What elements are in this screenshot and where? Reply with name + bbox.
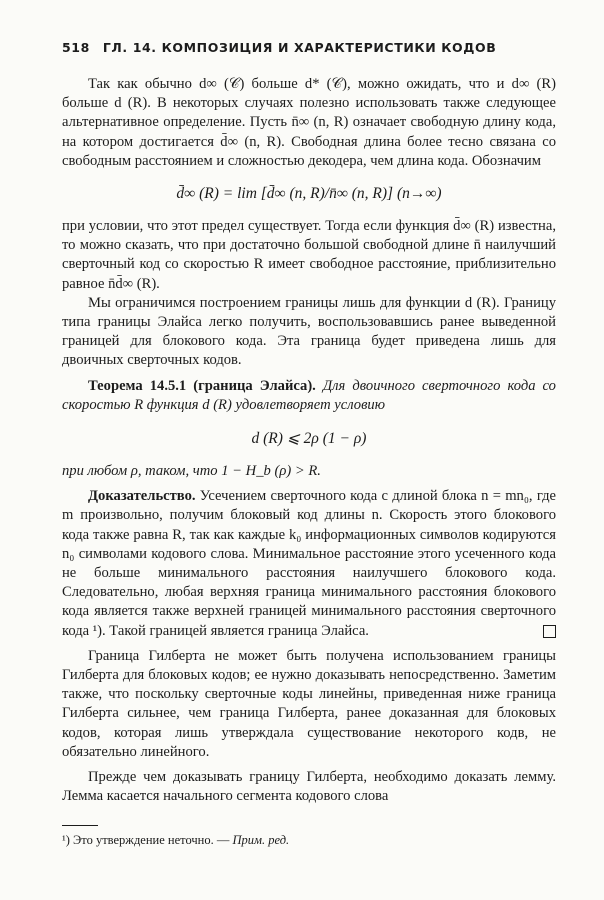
paragraph-condition: при условии, что этот предел существует. Тогда если функция d̄∞ (R) известна, то можно сказать, что при достаточно большой свободной длине n̄ наилучший сверточный код со скоростью R имеет свободное расстояние, приблизительно равное n̄d̄∞ (R). xyxy=(62,218,556,292)
theorem-title: Теорема 14.5.1 (граница Элайса). xyxy=(88,377,316,394)
running-head xyxy=(62,40,556,55)
paragraph-lemma: Прежде чем доказывать границу Гилберта, необходимо доказать лемму. Лемма касается начального сегмента кодового слова xyxy=(62,769,556,805)
paragraph-restriction: Мы ограничимся построением границы лишь для функции d (R). Границу типа границы Элайса легко получить, воспользовавшись ранее выведенной границей для блокового кода. Эта граница будет приведена лишь для двоичных сверточных кодов. xyxy=(62,294,556,369)
chapter-title: ГЛ. 14. КОМПОЗИЦИЯ И ХАРАКТЕРИСТИКИ КОДОВ xyxy=(102,40,497,55)
qed-icon xyxy=(543,625,556,638)
footnote-text: Это утверждение неточно. — xyxy=(73,832,230,847)
footnote-editor-note: Прим. ред. xyxy=(232,832,290,847)
proof-block xyxy=(62,487,556,641)
theorem-condition: при любом ρ, таком, что 1 − H_b (ρ) > R. xyxy=(62,463,321,480)
footnote-divider xyxy=(62,825,98,826)
formula-free-distance-limit: d̄∞ (R) = lim [d̄∞ (n, R)/n̄∞ (n, R)] (n→∞) xyxy=(176,185,442,203)
theorem-block xyxy=(62,377,556,415)
paragraph-gilbert: Граница Гилберта не может быть получена использованием границы Гилберта для блоковых кодов; ее нужно доказывать непосредственно. Заметим также, что поскольку сверточные коды линейны, приведенная ниже граница Гилберта сильнее, чем граница Гилберта, ранее доказанная для блоковых кодов, которая лишь утверждала существование некоторого кодв, не обязательно линейного. xyxy=(62,647,556,760)
theorem-statement: Для двоичного сверточного кода со скоростью R функция d (R) удовлетворяет условию xyxy=(62,377,556,413)
footnote-marker: ¹) xyxy=(62,832,70,847)
formula-elias-bound: d (R) ⩽ 2ρ (1 − ρ) xyxy=(251,430,367,448)
proof-title: Доказательство. xyxy=(88,488,196,505)
footnote xyxy=(62,832,556,848)
proof-text: Усечением сверточного кода с длиной блока n = mn₀, где m произвольно, получим блоковый код длины n. Скорость этого блокового кода также равна R, так как каждые k₀ информационных символов кодируются n₀ символами кодового слова. Минимальное расстояние этого усеченного кода не больше минимального расстояния наилучшего блокового кода. Следовательно, любая верхняя граница минимального расстояния блокового кода является также верхней границей минимального расстояния сверточного кода ¹). Такой границей является граница Элайса. xyxy=(62,488,556,639)
page-number: 518 xyxy=(62,40,90,55)
paragraph-free-length: Так как обычно d∞ (𝒞) больше d* (𝒞), можно ожидать, что и d∞ (R) больше d (R). В некоторых случаях полезно использовать также следующее альтернативное определение. Пусть n̄∞ (n, R) означает свободную длину кода, на котором достигается d̄∞ (n, R). Свободная длина более тесно связана со свободным расстоянием и сложностью декодера, чем длина кода. Обозначим xyxy=(62,76,556,169)
